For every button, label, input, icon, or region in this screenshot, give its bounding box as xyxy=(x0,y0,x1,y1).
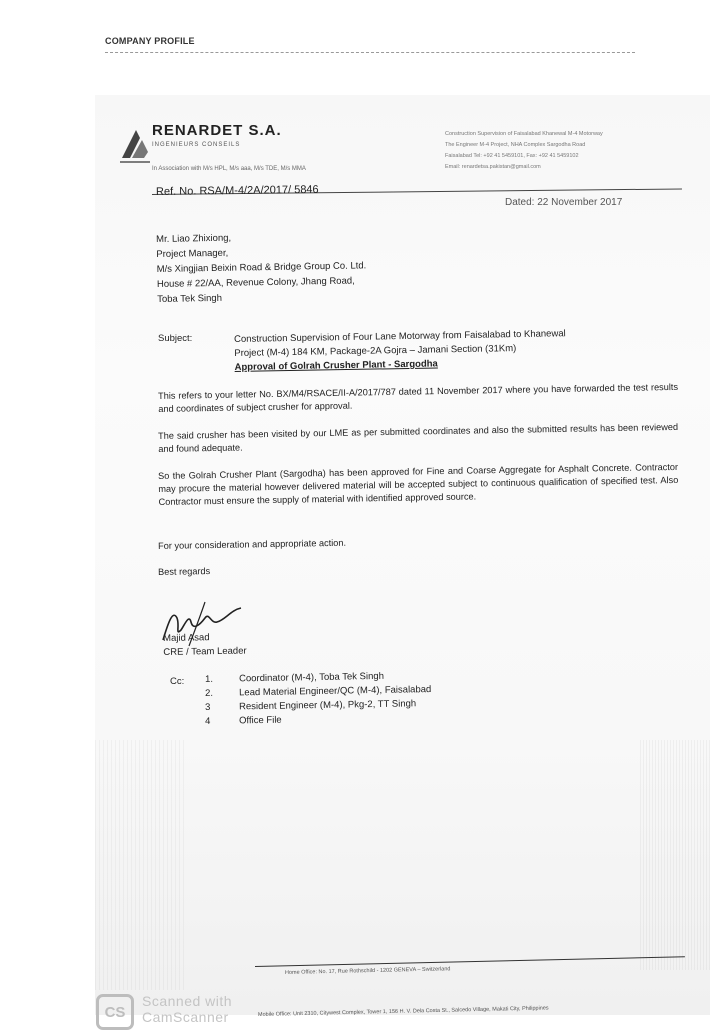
page-header-label: COMPANY PROFILE xyxy=(105,36,195,46)
watermark-text: CamScanner xyxy=(142,1009,229,1025)
subject-line: Project (M-4) 184 KM, Package-2A Gojra – Jamani Section (31Km) xyxy=(234,343,517,359)
subject-title: Approval of Golrah Crusher Plant - Sargodha xyxy=(234,358,438,373)
body-paragraph: For your consideration and appropriate action. xyxy=(158,537,347,551)
signer-name: Majid Asad xyxy=(163,632,210,644)
signer-title: CRE / Team Leader xyxy=(163,645,247,658)
header-divider xyxy=(105,52,635,53)
reference-number: Ref. No. RSA/M-4/2A/2017/ 5846 xyxy=(155,183,319,198)
cc-item-text: Lead Material Engineer/QC (M-4), Faisalabad xyxy=(238,684,432,699)
letterhead-email: Email: renardetsa.pakistan@gmail.com xyxy=(445,164,541,170)
cc-item-number: 2. xyxy=(205,687,214,699)
letter-date: Dated: 22 November 2017 xyxy=(505,197,623,208)
letterhead-address-line: Faisalabad Tel: +92 41 5459101, Fax: +92 41 5459102 xyxy=(445,153,579,159)
addressee-line: M/s Xingjian Beixin Road & Bridge Group Co. Ltd. xyxy=(156,260,367,275)
cc-item-text: Resident Engineer (M-4), Pkg-2, TT Singh xyxy=(238,698,417,713)
cc-item-number: 4 xyxy=(205,715,211,727)
closing: Best regards xyxy=(158,566,211,577)
watermark-text: Scanned with xyxy=(142,993,233,1009)
company-logo-icon xyxy=(118,124,152,164)
cc-item-number: 1. xyxy=(205,673,214,685)
cc-label: Cc: xyxy=(170,676,185,687)
cc-item-text: Office File xyxy=(238,714,282,727)
scan-noise-left xyxy=(95,740,185,990)
addressee-block xyxy=(156,228,367,307)
camscanner-logo-icon: CS xyxy=(96,994,134,1030)
association-line: In Association with M/s HPL, M/s aaa, M/s TDE, M/s MMA xyxy=(152,166,306,172)
company-subtitle: INGENIEURS CONSEILS xyxy=(152,142,241,148)
cc-item xyxy=(205,715,282,727)
subject-line: Construction Supervision of Four Lane Motorway from Faisalabad to Khanewal xyxy=(234,328,566,345)
subject-label: Subject: xyxy=(158,333,193,344)
footer-address: Home Office: No. 17, Rue Rothschild - 1202 GENEVA – Switzerland xyxy=(284,966,451,976)
addressee-line: House # 22/AA, Revenue Colony, Jhang Road, xyxy=(156,275,355,290)
body-paragraph: So the Golrah Crusher Plant (Sargodha) has been approved for Fine and Coarse Aggregate for Asphalt Concrete. Contractor may procure the material however delivered material will be accepted subject to continuous qualification of specified test. Also Contractor must ensure the supply of material with identified approved source. xyxy=(158,461,679,507)
addressee-line: Project Manager, xyxy=(156,247,229,260)
signer-block xyxy=(163,631,247,660)
letterhead-address-line: Construction Supervision of Faisalabad Khanewal M-4 Motorway xyxy=(445,131,603,137)
cc-item-number: 3 xyxy=(205,701,211,713)
scan-noise-right xyxy=(640,740,710,970)
cc-item-text: Coordinator (M-4), Toba Tek Singh xyxy=(238,670,385,685)
subject-block xyxy=(234,325,690,375)
body-paragraph: This refers to your letter No. BX/M4/RSACE/II-A/2017/787 dated 11 November 2017 where you have forwarded the test results and coordinates of subject crusher for approval. xyxy=(158,381,679,414)
body-paragraph: The said crusher has been visited by our LME as per submitted coordinates and also the submitted results has been reviewed and found adequate. xyxy=(158,421,679,454)
addressee-line: Mr. Liao Zhixiong, xyxy=(156,232,232,245)
letterhead-address-line: The Engineer M-4 Project, NHA Complex Sargodha Road xyxy=(445,142,586,148)
company-name: RENARDET S.A. xyxy=(152,122,282,139)
footer-address: Mobile Office: Unit 2310, Citywest Complex, Tower 1, 156 H. V. Dela Costa St., Salcedo Village, Makati City, Philippines xyxy=(257,1005,549,1018)
addressee-line: Toba Tek Singh xyxy=(157,292,223,305)
